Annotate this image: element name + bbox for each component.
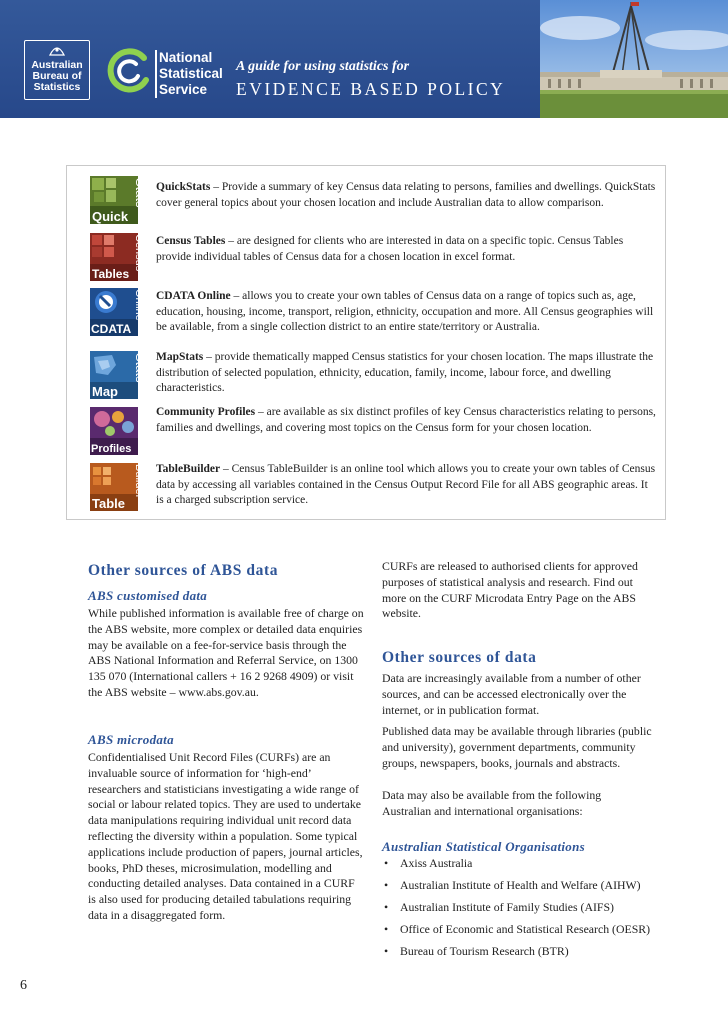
product-name: CDATA Online bbox=[156, 290, 231, 302]
community-profiles-icon bbox=[90, 407, 138, 455]
product-quickstats bbox=[156, 180, 656, 211]
paragraph-other-sources: Data are increasingly available from a number of other sources, and can be accessed electronically over the internet, or in publication format. bbox=[382, 671, 641, 717]
nss-wordmark bbox=[159, 50, 223, 98]
list-item: • Office of Economic and Statistical Research (OESR) bbox=[382, 922, 682, 944]
tablebuilder-icon bbox=[90, 463, 145, 511]
list-item: • Axiss Australia bbox=[382, 856, 682, 878]
parliament-house-photo bbox=[540, 0, 728, 118]
cdata-online-icon bbox=[90, 288, 145, 336]
page-header bbox=[0, 0, 728, 118]
paragraph-abs-customised: While published information is available free of charge on the ABS website, more complex or detailed data enquiries may be available on a fee-for-service basis through the ABS National Information and Referral Service, on 1300 135 070 (International callers + 16 2 9268 4909) or visit the ABS website – www.abs.gov.au. bbox=[88, 606, 364, 699]
product-tablebuilder bbox=[156, 462, 656, 509]
svg-text:Profiles: Profiles bbox=[91, 443, 132, 455]
quickstats-icon bbox=[90, 176, 148, 224]
nss-swirl-icon bbox=[104, 46, 152, 96]
header-title: EVIDENCE BASED POLICY bbox=[236, 79, 506, 99]
product-name: Census Tables bbox=[156, 235, 226, 247]
product-community-profiles bbox=[156, 405, 656, 436]
paragraph-organisations: Data may also be available from the following Australian and international organisations: bbox=[382, 788, 602, 818]
subheading-statistical-organisations: Australian Statistical Organisations bbox=[382, 839, 585, 854]
census-tables-icon bbox=[90, 233, 145, 281]
product-description: – are designed for clients who are interested in data on a specific topic. Census Tables provide individual tables of Census data for a chosen location in excel format. bbox=[156, 235, 624, 263]
product-description: – Census TableBuilder is an online tool which allows you to create your own tables of Census data by accessing all variables contained in the Census Output Record File for all ABS geographic areas. It is a charged subscription service. bbox=[156, 463, 656, 506]
abs-logo-line: Australian bbox=[31, 59, 83, 71]
svg-text:Stats: Stats bbox=[133, 178, 148, 208]
paragraph-abs-microdata: Confidentialised Unit Record Files (CURFs) are an invaluable source of information for ‘high-end’ researchers and statisticians investigating a wide range of social or labour related topics. They are used to undertake data manipulations requiring individual unit record data reflecting the diversity within a population. Some typical applications include production of papers, journal articles, books, PhD theses, microsimulation, modelling and conducting detailed analyses. Data contained in a CURF is also used for producing detailed tabulations requiring data in a disaggregated form. bbox=[88, 750, 363, 922]
nss-line: Statistical bbox=[159, 66, 223, 81]
svg-text:CDATA: CDATA bbox=[91, 322, 132, 336]
list-item: • Australian Institute of Health and Welfare (AIHW) bbox=[382, 878, 682, 900]
nss-line: Service bbox=[159, 82, 208, 97]
mapstats-icon bbox=[90, 351, 148, 399]
svg-text:Quick: Quick bbox=[92, 209, 129, 224]
paragraph-published-data: Published data may be available through libraries (public and university), government departments, community groups, newspapers, books, journals and abstracts. bbox=[382, 724, 652, 770]
product-name: TableBuilder bbox=[156, 463, 221, 475]
svg-text:Stats: Stats bbox=[133, 353, 148, 383]
svg-text:Online: Online bbox=[133, 289, 145, 321]
svg-text:Census: Census bbox=[133, 234, 145, 272]
abs-logo-line: Statistics bbox=[33, 81, 81, 93]
product-census-tables bbox=[156, 234, 656, 265]
product-description: – allows you to create your own tables of Census data on a range of topics such as, age, education, housing, income, transport, religion, ethnicity, occupation and more. All Census geographies will be available, from a single collection district to an entire state/territory or Australia. bbox=[156, 290, 654, 333]
nss-line: National bbox=[159, 50, 213, 65]
svg-text:Tables: Tables bbox=[92, 267, 130, 281]
product-name: Community Profiles bbox=[156, 406, 256, 418]
product-name: MapStats bbox=[156, 351, 204, 363]
header-tagline: A guide for using statistics for bbox=[236, 59, 410, 74]
product-description: – are available as six distinct profiles of key Census characteristics relating to persons, families and dwellings, and covering most topics on the Census form for your chosen location. bbox=[156, 406, 656, 434]
list-item: • Australian Institute of Family Studies (AIFS) bbox=[382, 900, 682, 922]
subheading-abs-microdata: ABS microdata bbox=[88, 732, 174, 747]
svg-text:Table: Table bbox=[92, 496, 125, 511]
list-item: • Bureau of Tourism Research (BTR) bbox=[382, 944, 682, 966]
heading-other-abs-sources: Other sources of ABS data bbox=[88, 562, 279, 579]
page-number: 6 bbox=[20, 978, 27, 993]
organisation-list bbox=[382, 856, 682, 966]
product-cdata-online bbox=[156, 289, 656, 336]
product-description: – Provide a summary of key Census data relating to persons, families and dwellings. QuickStats cover general topics about your chosen location and include Australian data to allow comparison. bbox=[156, 181, 656, 209]
subheading-abs-customised: ABS customised data bbox=[88, 588, 208, 603]
abs-logo-line: Bureau of bbox=[32, 70, 82, 82]
abs-logo bbox=[24, 40, 90, 100]
product-description: – provide thematically mapped Census statistics for your chosen location. The maps illustrate the distribution of selected population, ethnicity, education, family, income, labour force, and dwelling characteristics. bbox=[156, 351, 654, 394]
product-mapstats bbox=[156, 350, 656, 397]
svg-text:Builder: Builder bbox=[133, 464, 145, 499]
paragraph-curfs: CURFs are released to authorised clients for approved purposes of statistical analysis and research. Find out more on the CURF Microdata Entry Page on the ABS website. bbox=[382, 559, 638, 621]
heading-other-data-sources: Other sources of data bbox=[382, 649, 537, 666]
coat-of-arms-icon bbox=[48, 44, 66, 57]
product-name: QuickStats bbox=[156, 181, 211, 193]
svg-text:Map: Map bbox=[92, 384, 118, 399]
